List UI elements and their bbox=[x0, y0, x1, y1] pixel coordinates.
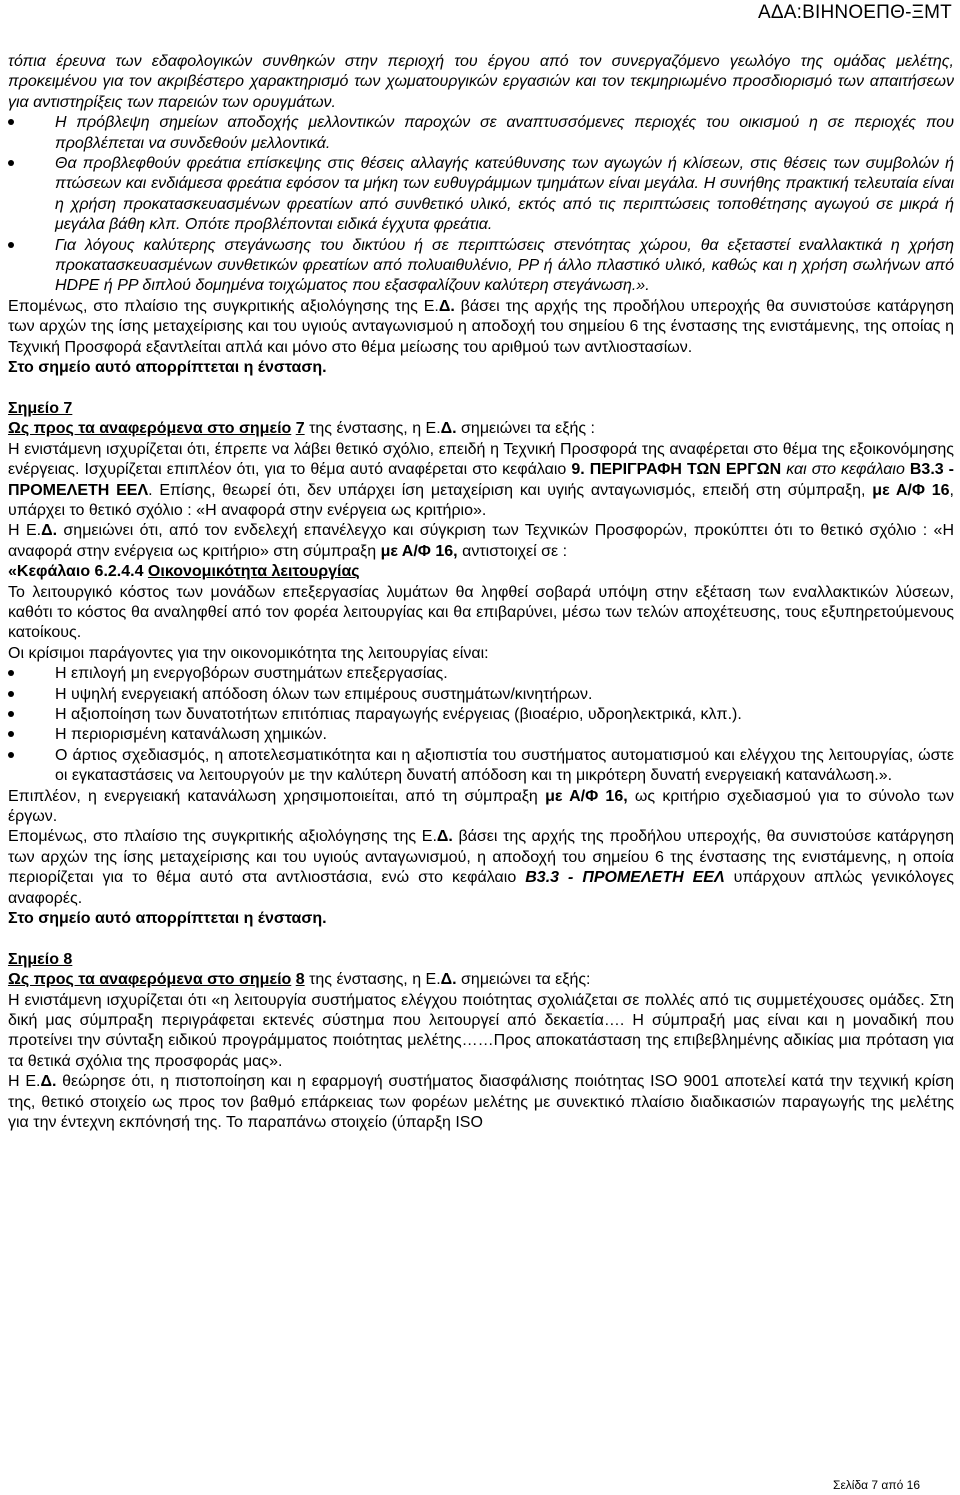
point8-heading: Ως προς τα αναφερόμενα στο σημείο 8 της ένστασης, η Ε.Δ. σημειώνει τα εξής: bbox=[8, 971, 591, 989]
bullet-icon bbox=[8, 691, 14, 697]
point7-further: Επιπλέον, η ενεργειακή κατανάλωση χρησιμοποιείται, από τη σύμπραξη με Α/Φ 16, ως κριτήριο σχεδιασμού για το σύνολο των έργων. bbox=[8, 787, 954, 826]
list-item: Η αξιοποίηση των δυνατοτήτων επιτόπιας παραγωγής ενέργειας (βιοαέριο, υδροηλεκτρικά, κλπ.). bbox=[8, 705, 954, 725]
list-item: Για λόγους καλύτερης στεγάνωσης του δικτύου ή σε περιπτώσεις στενότητας χώρου, θα εξεταστεί εναλλακτικά η χρήση προκατασκευασμένων συνθετικών φρεατίων από πολυαιθυλένιο, PP ή άλλο πλαστικό υλικό, καθώς και η χρήση σωλήνων από HDPE ή PP διπλού δομημένα τοιχώματος που εξασφαλίζουν καλύτερη στεγάνωση.». bbox=[8, 236, 954, 297]
point7-title: Σημείο 7 bbox=[8, 399, 73, 417]
list-item: Η υψηλή ενεργειακή απόδοση όλων των επιμέρους συστημάτων/κινητήρων. bbox=[8, 685, 954, 705]
list-item: Ο άρτιος σχεδιασμός, η αποτελεσματικότητα και η αξιοπιστία του συστήματος αυτοματισμού και ελέγχου της λειτουργίας, ώστε οι εγκαταστάσεις να λειτουργούν με την καλύτερη δυνατή απόδοση και τη μικρότερη δυνατή ενεργειακή κατανάλωση.». bbox=[8, 746, 954, 787]
point7-claim: Η ενιστάμενη ισχυρίζεται ότι, έπρεπε να λάβει θετικό σχόλιο, επειδή η Τεχνική Προσφορά της αναφέρεται στο θέμα της εξοικονόμησης ενέργειας. Ισχυρίζεται επιπλέον ότι, για το θέμα αυτό αναφέρεται στο κεφάλαιο 9. ΠΕΡΙΓΡΑΦΗ ΤΩΝ ΕΡΓΩΝ και στο κεφάλαιο Β3.3 - ΠΡΟΜΕΛΕΤΗ ΕΕΛ. Επίσης, θεωρεί ότι, δεν υπάρχει ίση μεταχείριση και υγιής ανταγωνισμός, επειδή στη σύμπραξη, με Α/Φ 16, υπάρχει το θετικό σχόλιο : «Η αναφορά στην ενέργεια ως κριτήριο». bbox=[8, 440, 955, 519]
point7-conclusion: Επομένως, στο πλαίσιο της συγκριτικής αξιολόγησης της Ε.Δ. βάσει της αρχής της προδήλου υπεροχής, θα συνιστούσε κατάργηση των αρχών της ίσης μεταχείρισης και του υγιούς ανταγωνισμού, η αποδοχή του σημείου 6 της ένστασης της ενιστάμενης, η οποία περιορίζεται για το θέμα αυτό στα αντλιοστάσια, ενώ στο κεφάλαιο Β3.3 - ΠΡΟΜΕΛΕΤΗ ΕΕΛ υπάρχουν απλώς γενικόλογες αναφορές. bbox=[8, 828, 955, 907]
rejection-statement: Στο σημείο αυτό απορρίπτεται η ένσταση. bbox=[8, 359, 327, 377]
bullet-icon bbox=[8, 731, 14, 737]
ada-code: ΑΔΑ:ΒΙΗΝΟΕΠΘ-ΞΜΤ bbox=[758, 2, 952, 23]
rejection-statement: Στο σημείο αυτό απορρίπτεται η ένσταση. bbox=[8, 910, 327, 928]
list-item: Θα προβλεφθούν φρεάτια επίσκεψης στις θέσεις αλλαγής κατεύθυνσης των αγωγών ή κλίσεων, στις θέσεις των συμβολών ή πτώσεων και ενδιάμεσα φρεάτια εφόσον τα μήκη των ευθυγράμμων τμημάτων είναι μεγάλα. Η συνήθης πρακτική τελευταία είναι η χρήση προκατασκευασμένων φρεατίων από συνθετικό υλικό, εκτός από τις περιπτώσεις τοποθέτησης αγωγού σε μικρά ή μεγάλα βάθη κλπ. Οπότε προβλέπονται ειδικά έγχυτα φρεάτια. bbox=[8, 154, 954, 236]
list-item: Η περιορισμένη κατανάλωση χημικών. bbox=[8, 725, 954, 745]
point8-claim: Η ενιστάμενη ισχυρίζεται ότι «η λειτουργία συστήματος ελέγχου ποιότητας σχολιάζεται σε πολλές από τις συμμετέχουσες ομάδες. Στη δική μας σύμπραξη περιγράφεται εκτενές σύστημα που λειτουργεί από δεκαετία…. Η σύμπραξή μας είναι και η μοναδική που προτείνει την σύνταξη ειδικού προγράμματος ποιότητας μελέτης……Προς αποκατάσταση της επιβεβλημένης αδικίας μια πρόταση για τα θετικά σχόλια της προσφοράς μας». bbox=[8, 991, 954, 1070]
bullet-list-requirements bbox=[8, 113, 954, 297]
point8-committee-note: Η Ε.Δ. θεώρησε ότι, η πιστοποίηση και η εφαρμογή συστήματος διασφάλισης ποιότητας ISO 9001 αποτελεί κατά την τεχνική κρίση της, θετικό στοιχείο ως προς τον βαθμό επάρκειας των φορέων μελέτης με συνεκτικό πλαίσιο διαδικασιών παραγωγής της μελέτης για την έντεχνη εκπόνησή της. Το παραπάνω στοιχείο (ύπαρξη ISO bbox=[8, 1073, 954, 1132]
bullet-icon bbox=[8, 711, 14, 717]
bullet-icon bbox=[8, 119, 14, 125]
quoted-chapter-heading: «Κεφάλαιο 6.2.4.4 Οικονομικότητα λειτουργίας bbox=[8, 563, 360, 581]
bullet-list-factors bbox=[8, 664, 954, 786]
quoted-paragraph-2: Οι κρίσιμοι παράγοντες για την οικονομικότητα της λειτουργίας είναι: bbox=[8, 644, 489, 662]
list-item: Η επιλογή μη ενεργοβόρων συστημάτων επεξεργασίας. bbox=[8, 664, 954, 684]
bullet-icon bbox=[8, 160, 14, 166]
bullet-icon bbox=[8, 670, 14, 676]
bullet-icon bbox=[8, 752, 14, 758]
document-body bbox=[8, 52, 954, 1134]
point7-committee-note: Η Ε.Δ. σημειώνει ότι, από τον ενδελεχή επανέλεγχο και σύγκριση των Τεχνικών Προσφορών, προκύπτει ότι το θετικό σχόλιο : «Η αναφορά στην ενέργεια ως κριτήριο» στη σύμπραξη με Α/Φ 16, αντιστοιχεί σε : bbox=[8, 522, 954, 560]
list-item: Η πρόβλεψη σημείων αποδοχής μελλοντικών παροχών σε αναπτυσσόμενες περιοχές του οικισμού η σε περιοχές που προβλέπεται να συνδεθούν μελλοντικά. bbox=[8, 113, 954, 154]
page-number: Σελίδα 7 από 16 bbox=[833, 1478, 920, 1492]
point8-title: Σημείο 8 bbox=[8, 950, 73, 968]
conclusion-paragraph: Επομένως, στο πλαίσιο της συγκριτικής αξιολόγησης της Ε.Δ. βάσει της αρχής της προδήλου υπεροχής θα συνιστούσε κατάργηση των αρχών της ίσης μεταχείρισης και του υγιούς ανταγωνισμού η αποδοχή του σημείου 6 της ένστασης της ενιστάμενης, της οποίας η Τεχνική Προσφορά εξαντλείται απλά και μόνο στο θέμα μείωσης του αριθμού των αντλιοστασίων. bbox=[8, 297, 954, 356]
point7-heading: Ως προς τα αναφερόμενα στο σημείο 7 της ένστασης, η Ε.Δ. σημειώνει τα εξής : bbox=[8, 420, 595, 438]
bullet-icon bbox=[8, 242, 14, 248]
intro-paragraph: τόπια έρευνα των εδαφολογικών συνθηκών στην περιοχή του έργου από τον συνεργαζόμενο γεωλόγο της ομάδας μελέτης, προκειμένου για τον ακριβέστερο χαρακτηρισμό των χωματουργικών εργασιών και τον τεκμηριωμένο προσδιορισμό των απαιτήσεων για αντιστηρίξεις των παρειών των ορυγμάτων. bbox=[8, 53, 954, 111]
quoted-paragraph: Το λειτουργικό κόστος των μονάδων επεξεργασίας λυμάτων θα ληφθεί σοβαρά υπόψη στην εξέταση των εναλλακτικών λύσεων, καθότι το κόστος θα αναληφθεί από τον φορέα λειτουργίας και θα επιβαρύνει, μέσω των τελών αποχέτευσης, τους εξυπηρετούμενους κατοίκους. bbox=[8, 583, 954, 642]
